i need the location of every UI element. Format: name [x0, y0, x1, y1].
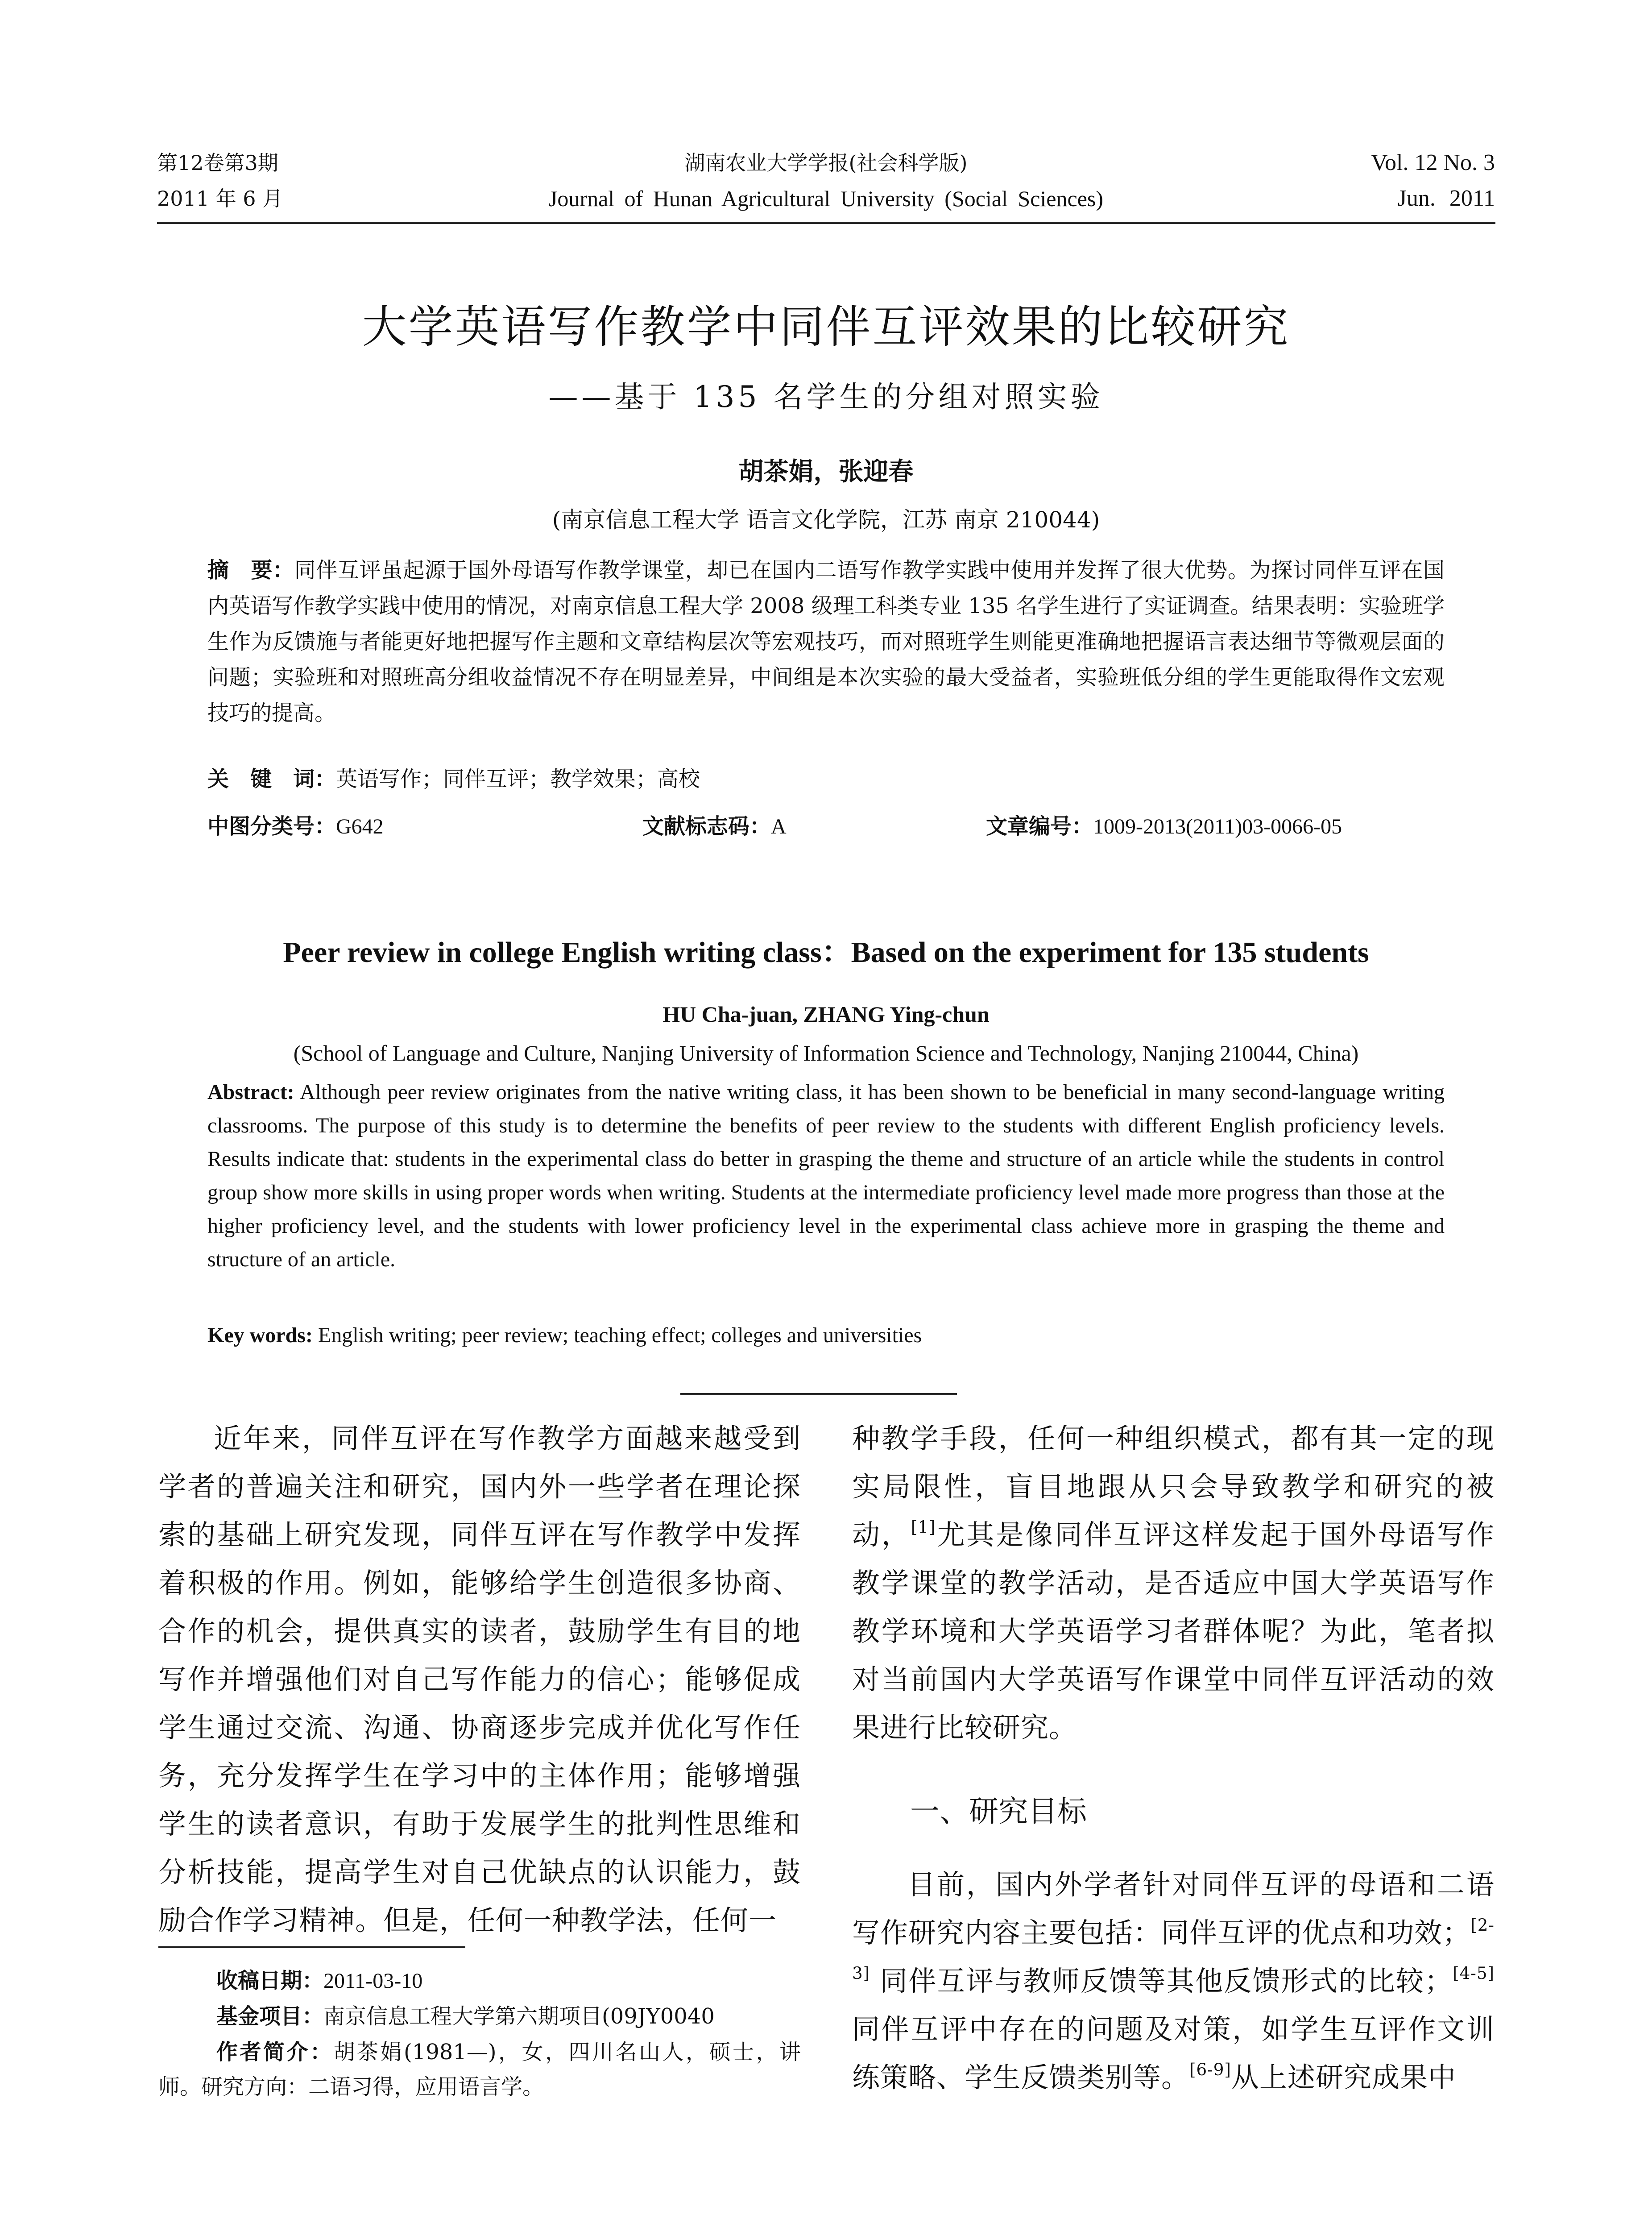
abstract-zh-label: 摘 要：	[207, 558, 294, 583]
authors-en: HU Cha-juan, ZHANG Ying-chun	[662, 1002, 990, 1027]
abstract-en-label: Abstract:	[207, 1080, 294, 1104]
body-right-column-section1	[852, 1861, 1495, 2102]
citation-ref: [1]	[911, 1517, 936, 1537]
para2-text-d: 从上述研究成果中	[1231, 2061, 1456, 2094]
doc-code-value: A	[771, 815, 787, 838]
abstract-zh	[207, 552, 1445, 731]
header-date-zh: 2011 年 6 月	[157, 187, 283, 211]
body-paragraph-research-goal	[852, 1861, 1495, 2102]
header-volume-zh: 第12卷第3期	[157, 151, 278, 175]
author-bio-value: 胡茶娟(1981—)，女，四川名山人，硕士，讲师。研究方向：二语习得，应用语言学。	[158, 2040, 801, 2099]
section-heading-research-goal: 一、研究目标	[910, 1794, 1087, 1829]
document-code	[642, 809, 787, 845]
abstract-zh-text: 同伴互评虽起源于国外母语写作教学课堂，却已在国内二语写作教学实践中使用并发挥了很大优势。为探讨同伴互评在国内英语写作教学实践中使用的情况，对南京信息工程大学 2008 级理工科类专业 135 名学生进行了实证调查。结果表明：实验班学生作为反馈施与者能更好地把握写作主题和文章结构层次等宏观技巧，而对照班学生则能更准确地把握语言表达细节等微观层面的问题；实验班和对照班高分组收益情况不存在明显差异，中间组是本次实验的最大受益者，实验班低分组的学生更能取得作文宏观技巧的提高。	[207, 558, 1445, 726]
keywords-zh-text: 英语写作；同伴互评；教学效果；高校	[336, 767, 700, 792]
fund-value: 南京信息工程大学第六期项目(09JY0040	[323, 2004, 715, 2029]
fund-label: 基金项目：	[216, 2004, 324, 2029]
body-left-column	[158, 1414, 801, 1945]
article-number	[986, 809, 1342, 845]
citation-ref: [2-3]	[852, 1915, 1495, 1983]
para2-text-b: 同伴互评与教师反馈等其他反馈形式的比较；	[870, 1965, 1453, 1997]
body-paragraph-continued	[852, 1414, 1495, 1752]
footnote-fund	[216, 1999, 801, 2034]
keywords-zh	[207, 761, 1445, 797]
clc-label: 中图分类号：	[207, 814, 336, 839]
affiliation-zh: (南京信息工程大学 语言文化学院，江苏 南京 210044)	[552, 507, 1100, 533]
citation-ref: [4-5]	[1453, 1963, 1495, 1983]
paper-title-en: Peer review in college English writing class：Based on the experiment for 135 students	[283, 936, 1369, 969]
footnote-author	[158, 2035, 801, 2104]
abstract-en	[207, 1075, 1445, 1276]
abstract-separator-rule	[680, 1393, 957, 1395]
para2-text-c: 同伴互评中存在的问题及对策，如学生互评作文训练策略、学生反馈类别等。	[852, 2013, 1495, 2094]
header-journal-zh: 湖南农业大学学报(社会科学版)	[684, 151, 968, 175]
received-value: 2011-03-10	[323, 1969, 423, 1993]
keywords-en-text: English writing; peer review; teaching effect; colleges and universities	[318, 1323, 922, 1347]
header-date-en: Jun. 2011	[1397, 186, 1495, 211]
article-number-label: 文章编号：	[986, 814, 1093, 839]
para2-text-a: 目前，国内外学者针对同伴互评的母语和二语写作研究内容主要包括：同伴互评的优点和功效；	[852, 1868, 1495, 1949]
received-label: 收稿日期：	[216, 1968, 324, 1993]
keywords-en	[207, 1319, 1445, 1352]
header-rule	[157, 222, 1495, 224]
paper-title-zh: 大学英语写作教学中同伴互评效果的比较研究	[362, 301, 1290, 353]
doc-code-label: 文献标志码：	[642, 814, 771, 839]
abstract-en-text: Although peer review originates from the native writing class, it has been shown to be beneficial in many second-language writing classrooms. The purpose of this study is to determine the benefits of peer review to the students with different English proficiency levels. Results indicate that: students in the experimental class do better in grasping the theme and structure of an article while the students in control group show more skills in using proper words when writing. Students at the intermediate proficiency level made more progress than those at the higher proficiency level, and the students with lower proficiency level in the experimental class achieve more in grasping the theme and structure of an article.	[207, 1080, 1445, 1271]
body-right-column	[852, 1414, 1495, 1752]
para1-text-a: 种教学手段，任何一种组织模式，都有其一定的现实局限性，盲目地跟从只会导致教学和研究的被动，	[852, 1422, 1495, 1551]
footnote-received	[216, 1963, 801, 1999]
para1-text-b: 尤其是像同伴互评这样发起于国外母语写作教学课堂的教学活动，是否适应中国大学英语写作教学环境和大学英语学习者群体呢？为此，笔者拟对当前国内大学英语写作课堂中同伴互评活动的效果进行比较研究。	[852, 1518, 1495, 1744]
body-paragraph-intro: 近年来，同伴互评在写作教学方面越来越受到学者的普遍关注和研究，国内外一些学者在理论探索的基础上研究发现，同伴互评在写作教学中发挥着积极的作用。例如，能够给学生创造很多协商、合作的机会，提供真实的读者，鼓励学生有目的地写作并增强他们对自己写作能力的信心；能够促成学生通过交流、沟通、协商逐步完成并优化写作任务，充分发挥学生在学习中的主体作用；能够增强学生的读者意识，有助于发展学生的批判性思维和分析技能，提高学生对自己优缺点的认识能力，鼓励合作学习精神。但是，任何一种教学法，任何一	[158, 1422, 801, 1937]
clc-number	[207, 809, 384, 845]
affiliation-en: (School of Language and Culture, Nanjing University of Information Science and Technology, Nanjing 210044, China)	[293, 1041, 1359, 1066]
header-journal-en: Journal of Hunan Agricultural University (Social Sciences)	[548, 186, 1104, 211]
header-volume-en: Vol. 12 No. 3	[1371, 150, 1495, 175]
author-bio-label: 作者简介：	[216, 2040, 334, 2065]
footnote-rule	[158, 1946, 465, 1948]
article-number-value: 1009-2013(2011)03-0066-05	[1093, 815, 1342, 838]
paper-subtitle-zh: ——基于 135 名学生的分组对照实验	[548, 380, 1104, 414]
keywords-zh-label: 关 键 词：	[207, 767, 336, 792]
keywords-en-label: Key words:	[207, 1323, 313, 1347]
citation-ref: [6-9]	[1189, 2059, 1231, 2079]
authors-zh: 胡茶娟，张迎春	[738, 457, 914, 486]
clc-value: G642	[336, 815, 384, 838]
